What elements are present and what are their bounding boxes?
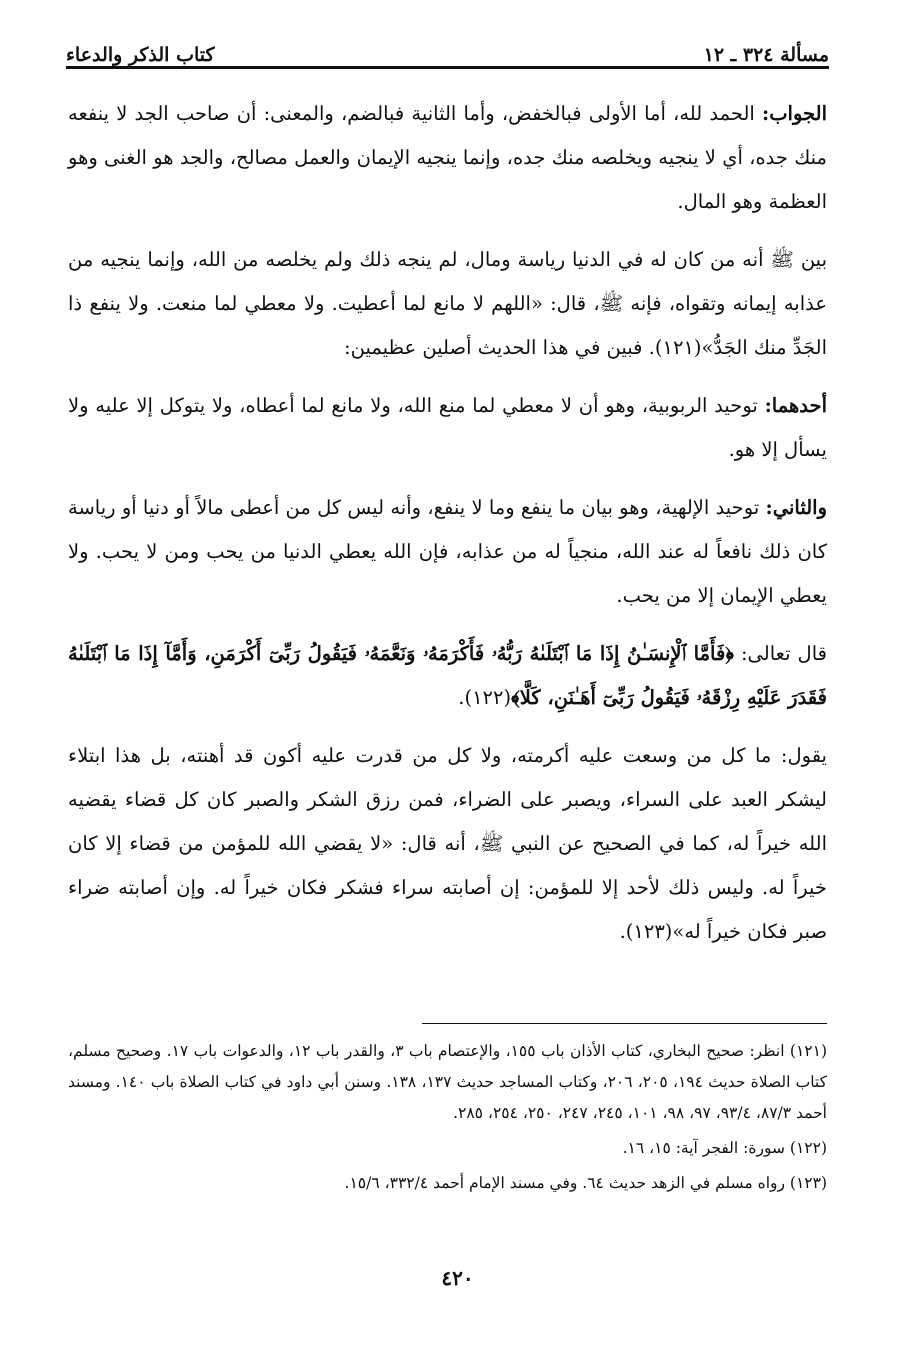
paragraph-answer [68,92,827,224]
paragraph-text: يقول: ما كل من وسعت عليه أكرمته، ولا كل من قدرت عليه أكون قد أهنته، بل هذا ابتلاء ليشكر العبد على السراء، ويصبر على الضراء، فمن رزق الشكر والصبر كان كل قضاء يقضيه الله خيراً له، كما في الصحيح عن النبي ﷺ، أنه قال: «لا يقضي الله للمؤمن من قضاء إلا كان خيراً له. وليس ذلك لأحد إلا للمؤمن: إن أصابته سراء فشكر فكان خيراً له. وإن أصابته ضراء صبر فكان خيراً له»(١٢٣). [68,744,827,943]
header-rule [66,66,829,69]
paragraph-text: بين ﷺ أنه من كان له في الدنيا رياسة ومال، لم ينجه ذلك ولم يخلصه من الله، وإنما ينجيه من عذابه إيمانه وتقواه، فإنه ﷺ، قال: «اللهم لا مانع لما أعطيت. ولا معطي لما منعت. ولا ينفع ذا الجَدِّ منك الجَدُّ»(١٢١). فبين في هذا الحديث أصلين عظيمين: [68,248,827,359]
footnotes [68,1036,827,1203]
paragraph-lead: والثاني: [765,496,827,519]
page-number: ٤٢٠ [441,1266,474,1290]
paragraph-text: قال تعالى: [733,642,827,665]
paragraph-hadith [68,238,827,370]
running-header [66,26,829,66]
paragraph-lead: أحدهما: [764,394,827,417]
paragraph-text: توحيد الإلهية، وهو بيان ما ينفع وما لا ينفع، وأنه ليس كل من أعطى مالاً أو دنيا أو رياسة كان ذلك نافعاً له عند الله، منجياً له من عذابه، فإن الله يعطي الدنيا من يحب ومن لا يحب. ولا يعطي الإيمان إلا من يحب. [68,496,827,607]
paragraph-lead: الجواب: [762,102,827,125]
quran-quote: ﴿فَأَمَّا ٱلْإِنسَـٰنُ إِذَا مَا ٱبْتَلَىٰهُ رَبُّهُۥ فَأَكْرَمَهُۥ وَنَعَّمَهُۥ فَيَقُولُ رَبِّىٓ أَكْرَمَنِ، وَأَمَّآ إِذَا مَا ٱبْتَلَىٰهُ فَقَدَرَ عَلَيْهِ رِزْقَهُۥ فَيَقُولُ رَبِّىٓ أَهَـٰنَنِ، كَلَّا﴾ [68,642,827,709]
paragraph-first-principle [68,384,827,472]
footnote-122: (١٢٢) سورة: الفجر آية: ١٥، ١٦. [622,1139,827,1157]
main-text [68,92,827,968]
paragraph-explanation [68,734,827,954]
footnote-121: (١٢١) انظر: صحيح البخاري، كتاب الأذان باب ١٥٥، والإعتصام باب ٣، والقدر باب ١٢، والدعوات باب ١٧. وصحيح مسلم، كتاب الصلاة حديث ١٩٤، ٢٠٥، ٢٠٦، وكتاب المساجد حديث ١٣٧، ١٣٨. وسنن أبي داود في كتاب الصلاة باب ١٤٠. ومسند أحمد ٨٧/٣، ٩٣/٤، ٩٧، ٩٨، ١٠١، ٢٤٥، ٢٤٧، ٢٥٠، ٢٥٤، ٢٨٥. [68,1042,828,1122]
paragraph-second-principle [68,486,827,618]
header-book-title: كتاب الذكر والدعاء [66,44,215,66]
footnote-123: (١٢٣) رواه مسلم في الزهد حديث ٦٤. وفي مسند الإمام أحمد ٣٣٢/٤، ١٥/٦. [344,1174,827,1192]
paragraph-quran-verse [68,632,827,720]
paragraph-text: توحيد الربوبية، وهو أن لا معطي لما منع الله، ولا مانع لما أعطاه، ولا يتوكل إلا عليه ولا يسأل إلا هو. [68,394,827,461]
footnote-reference: (١٢٢). [458,686,512,709]
paragraph-text: الحمد لله، أما الأولى فبالخفض، وأما الثانية فبالضم، والمعنى: أن صاحب الجد لا ينفعه منك جده، أي لا ينجيه ويخلصه منك جده، وإنما ينجيه الإيمان والعمل مصالح، والجد هو الغنى وهو العظمة وهو المال. [68,102,827,213]
header-issue-number: مسألة ٣٢٤ ـ ١٢ [703,44,829,66]
footnote-separator [422,1023,827,1024]
